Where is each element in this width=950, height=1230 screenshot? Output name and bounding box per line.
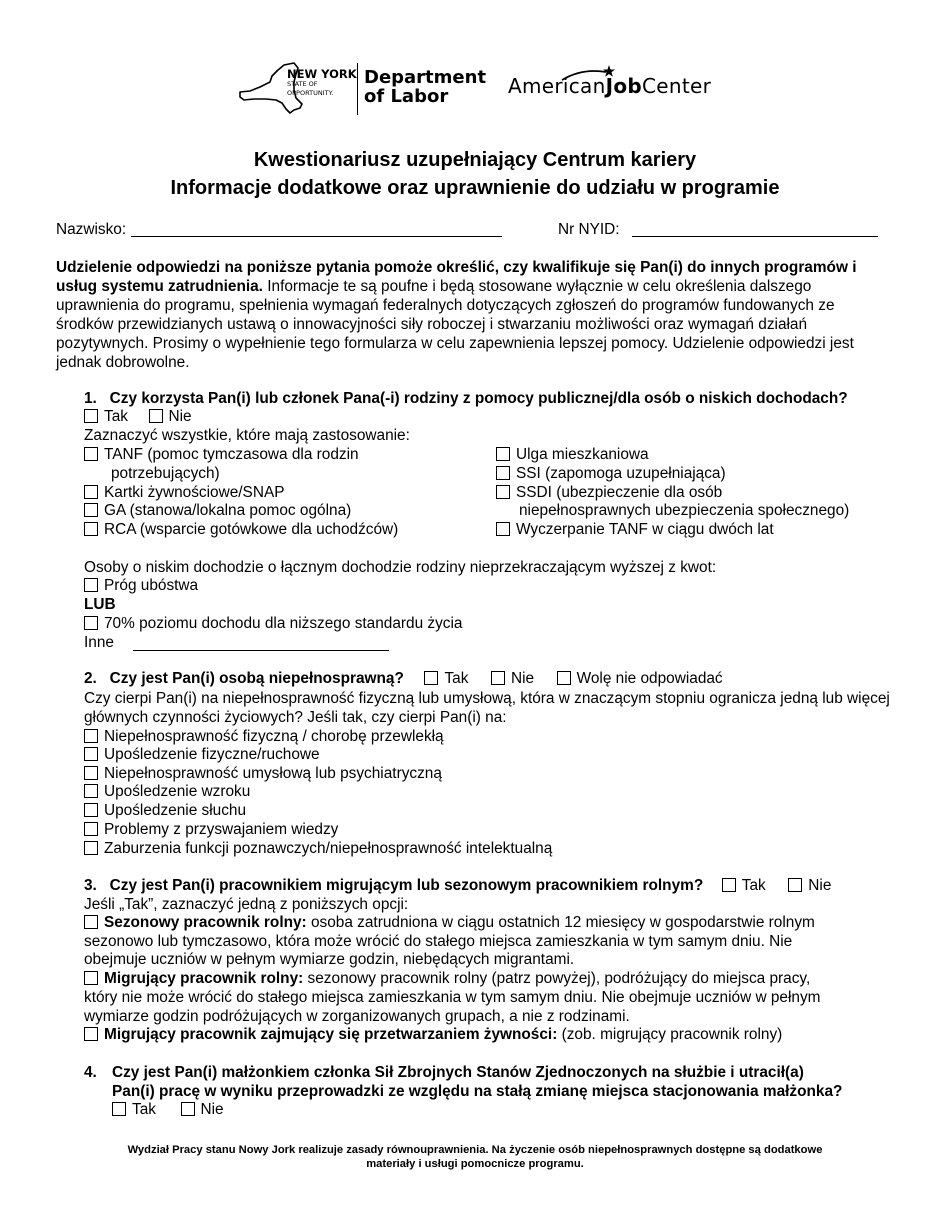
q1-snap-label: Kartki żywnościowe/SNAP [104,484,285,501]
q3-migrant-line3: wymiarze godzin podróżujących w zorganizowanych grupach, a nie z rodzinami. [84,1008,630,1025]
q4-number: 4. [84,1064,97,1081]
q1-tanf-checkbox[interactable] [84,447,98,461]
nyid-label: Nr NYID: [558,221,620,238]
q3-migrant-line2: który nie może wrócić do stałego miejsca zamieszkania w tym samym dniu. Nie obejmuje uczniów w pełnym [84,989,821,1006]
q2-option-label: Problemy z przyswajaniem wiedzy [104,821,339,838]
q2-option-checkbox[interactable] [84,766,98,780]
ny-logo-line1: NEW YORK [287,67,357,81]
q2-option [84,821,338,840]
q1-tanf-label: TANF (pomoc tymczasowa dla rodzin [104,446,359,463]
q3-if-yes: Jeśli „Tak”, zaznaczyć jedną z poniższych opcji: [84,896,409,913]
q3-no-checkbox[interactable] [788,878,802,892]
page-title-line2: Informacje dodatkowe oraz uprawnienie do udziału w programie [170,177,780,199]
q1-tanf-exhaust-checkbox[interactable] [496,522,510,536]
q2-option-label: Upośledzenie fizyczne/ruchowe [104,746,320,763]
q1-no-checkbox[interactable] [149,409,163,423]
q1-other-label: Inne [84,634,114,651]
q3-seasonal-line1: osoba zatrudniona w ciągu ostatnich 12 miesięcy w gospodarstwie rolnym [306,914,815,931]
footer-line1: Wydział Pracy stanu Nowy Jork realizuje zasady równouprawnienia. Na życzenie osób niepełnosprawnych dostępne są dodatkowe [127,1144,823,1156]
q4-question-line1: Czy jest Pan(i) małżonkiem członka Sił Zbrojnych Stanów Zjednoczonych na służbie i utracił(a) [112,1064,804,1081]
q2-text: Czy jest Pan(i) osobą niepełnosprawną? [109,670,404,687]
q3-option-migrant [84,970,810,989]
q3-food-title: Migrujący pracownik zajmujący się przetwarzaniem żywności: [104,1026,558,1043]
name-field[interactable] [131,236,502,237]
name-label: Nazwisko: [56,221,127,238]
intro-rest: Informacje te są poufne i będą stosowane wyłącznie w celu określenia dalszego uprawnienia do programu, spełnienia wymagań federalnych dotyczących zgłoszeń do programów fundowanych ze środków przewidzianych ustawą o innowacyjności siły roboczej i stwarzaniu możliwości oraz wymagań działań pozytywnych. Prosimy o wypełnienie tego formularza w celu zapewnienia lepszej pomocy. Udzielenie odpowiedzi jest jednak dobrowolne. [56,278,854,371]
q2-option [84,728,444,747]
q1-option-ga [84,502,351,521]
q1-tanf-label-cont: potrzebujących) [111,465,220,482]
q2-yes-label: Tak [444,670,469,687]
q3-option-seasonal [84,914,815,933]
q1-yes-label: Tak [104,408,128,425]
ajc-american: American [508,74,606,98]
q1-ssi-checkbox[interactable] [496,466,510,480]
ny-logo-line2: STATE OF [287,80,318,88]
q2-question-row [84,670,723,689]
q1-rca-label: RCA (wsparcie gotówkowe dla uchodźców) [104,521,399,538]
q2-yes-checkbox[interactable] [424,671,438,685]
nyid-field[interactable] [632,236,878,237]
q4-yes-no [112,1101,224,1120]
q2-option [84,765,442,784]
q2-no-label: Nie [510,670,535,687]
q2-option-checkbox[interactable] [84,747,98,761]
q3-migrant-line1: sezonowy pracownik rolny (patrz powyżej), podróżujący do miejsca pracy, [303,970,811,987]
q1-rca-checkbox[interactable] [84,522,98,536]
q1-poverty-checkbox[interactable] [84,578,98,592]
q2-option-checkbox[interactable] [84,784,98,798]
ny-logo-text [287,68,357,98]
q1-lower-living-checkbox[interactable] [84,616,98,630]
q2-option [84,840,552,859]
q2-decline-label: Wolę nie odpowiadać [576,670,723,687]
intro-bold: Udzielenie odpowiedzi na poniższe pytania pomoże określić, czy kwalifikuje się Pan(i) do innych programów i usług systemu zatrudnienia. [56,259,857,295]
q4-no-label: Nie [200,1101,224,1118]
q2-option-label: Niepełnosprawność umysłową lub psychiatryczną [104,765,442,782]
q3-seasonal-line3: obejmuje uczniów w pełnym wymiarze godzin, niebędących migrantami. [84,951,575,968]
q4-yes-label: Tak [132,1101,156,1118]
q1-poverty-label: Próg ubóstwa [104,577,199,594]
q2-option [84,783,250,802]
q1-question [84,390,848,409]
q3-seasonal-title: Sezonowy pracownik rolny: [104,914,307,931]
q1-lower-living-label: 70% poziomu dochodu dla niższego standardu życia [104,615,463,632]
q1-ssdi-label-cont: niepełnosprawnych ubezpieczenia społecznego) [519,502,850,519]
q1-no-label: Nie [168,408,192,425]
ajc-center: Center [641,74,712,98]
q2-detail: Czy cierpi Pan(i) na niepełnosprawność fizyczną lub umysłową, która w znaczącym stopniu ogranicza jedną lub więcej głównych czynności życiowych? Jeśli tak, czy cierpi Pan(i) na: [84,690,890,726]
q1-housing-checkbox[interactable] [496,447,510,461]
logo-divider [357,63,358,115]
q2-option-label: Upośledzenie wzroku [104,783,251,800]
q1-check-all: Zaznaczyć wszystkie, które mają zastosowanie: [84,427,410,444]
q1-tanf-exhaust-label: Wyczerpanie TANF w ciągu dwóch lat [516,521,774,538]
q3-food-desc: (zob. migrujący pracownik rolny) [557,1026,783,1043]
q3-number: 3. [84,877,97,894]
q3-food-checkbox[interactable] [84,1027,98,1041]
q1-option-ssi [496,465,726,484]
page-title-line1: Kwestionariusz uzupełniający Centrum kariery [253,149,697,171]
q2-option [84,746,320,765]
q2-option-checkbox[interactable] [84,841,98,855]
q1-option-tanf [84,446,359,465]
q4-question-line2: Pan(i) pracę w wyniku przeprowadzki ze względu na stałą zmianę miejsca stacjonowania małżonka? [112,1083,843,1100]
q4-yes-checkbox[interactable] [112,1102,126,1116]
q3-seasonal-checkbox[interactable] [84,915,98,929]
q3-migrant-title: Migrujący pracownik rolny: [104,970,304,987]
q1-option-poverty [84,577,198,596]
intro-paragraph [56,258,896,372]
q3-seasonal-line2: sezonowo lub tymczasowo, która może wrócić do stałego miejsca zamieszkania w tym samym dniu. Nie [84,933,793,950]
ny-logo-line3: OPPORTUNITY. [287,89,334,97]
q3-question-row [84,877,831,896]
q2-option-checkbox[interactable] [84,803,98,817]
q2-option [84,802,246,821]
q3-text: Czy jest Pan(i) pracownikiem migrującym lub sezonowym pracownikiem rolnym? [109,877,704,894]
q3-yes-label: Tak [741,877,766,894]
department-line2: of Labor [364,86,449,107]
q2-number: 2. [84,670,97,687]
q3-migrant-checkbox[interactable] [84,971,98,985]
ajc-job: Job [605,74,642,98]
q1-text: Czy korzysta Pan(i) lub członek Pana(-i) rodziny z pomocy publicznej/dla osób o niskich dochodach? [109,390,848,407]
q2-option-checkbox[interactable] [84,822,98,836]
q1-or-label: LUB [84,596,116,613]
q1-number: 1. [84,390,97,407]
swoosh-icon [560,68,610,82]
q3-option-food [84,1026,782,1045]
q3-no-label: Nie [808,877,832,894]
department-of-labor-logo [364,68,486,106]
q1-option-housing [496,446,649,465]
q4-no-checkbox[interactable] [181,1102,195,1116]
q1-ssdi-checkbox[interactable] [496,485,510,499]
q1-option-rca [84,521,398,540]
q1-yes-checkbox[interactable] [84,409,98,423]
q1-ssdi-label: SSDI (ubezpieczenie dla osób [516,484,723,501]
q2-decline-checkbox[interactable] [557,671,571,685]
q2-option-checkbox[interactable] [84,729,98,743]
q1-ga-label: GA (stanowa/lokalna pomoc ogólna) [104,502,352,519]
q1-ssi-label: SSI (zapomoga uzupełniająca) [516,465,726,482]
q1-snap-checkbox[interactable] [84,485,98,499]
q1-ga-checkbox[interactable] [84,503,98,517]
q1-option-ssdi [496,484,722,503]
department-line1: Department [364,67,487,88]
q2-option-label: Upośledzenie słuchu [104,802,247,819]
q1-low-income-intro: Osoby o niskim dochodzie o łącznym dochodzie rodziny nieprzekraczającym wyższej z kwot: [84,559,717,576]
q1-option-snap [84,484,284,503]
q2-option-label: Niepełnosprawność fizyczną / chorobę przewlekłą [104,728,444,745]
q1-option-tanf-exhaust [496,521,774,540]
q2-no-checkbox[interactable] [491,671,505,685]
q2-option-label: Zaburzenia funkcji poznawczych/niepełnosprawność intelektualną [104,840,553,857]
q1-option-lower-living [84,615,463,634]
q1-yes-no [84,408,192,427]
q3-yes-checkbox[interactable] [722,878,736,892]
footer-line2: materiały i usługi pomocnicze programu. [366,1158,584,1170]
q1-other-field[interactable] [133,650,389,651]
q1-housing-label: Ulga mieszkaniowa [516,446,649,463]
